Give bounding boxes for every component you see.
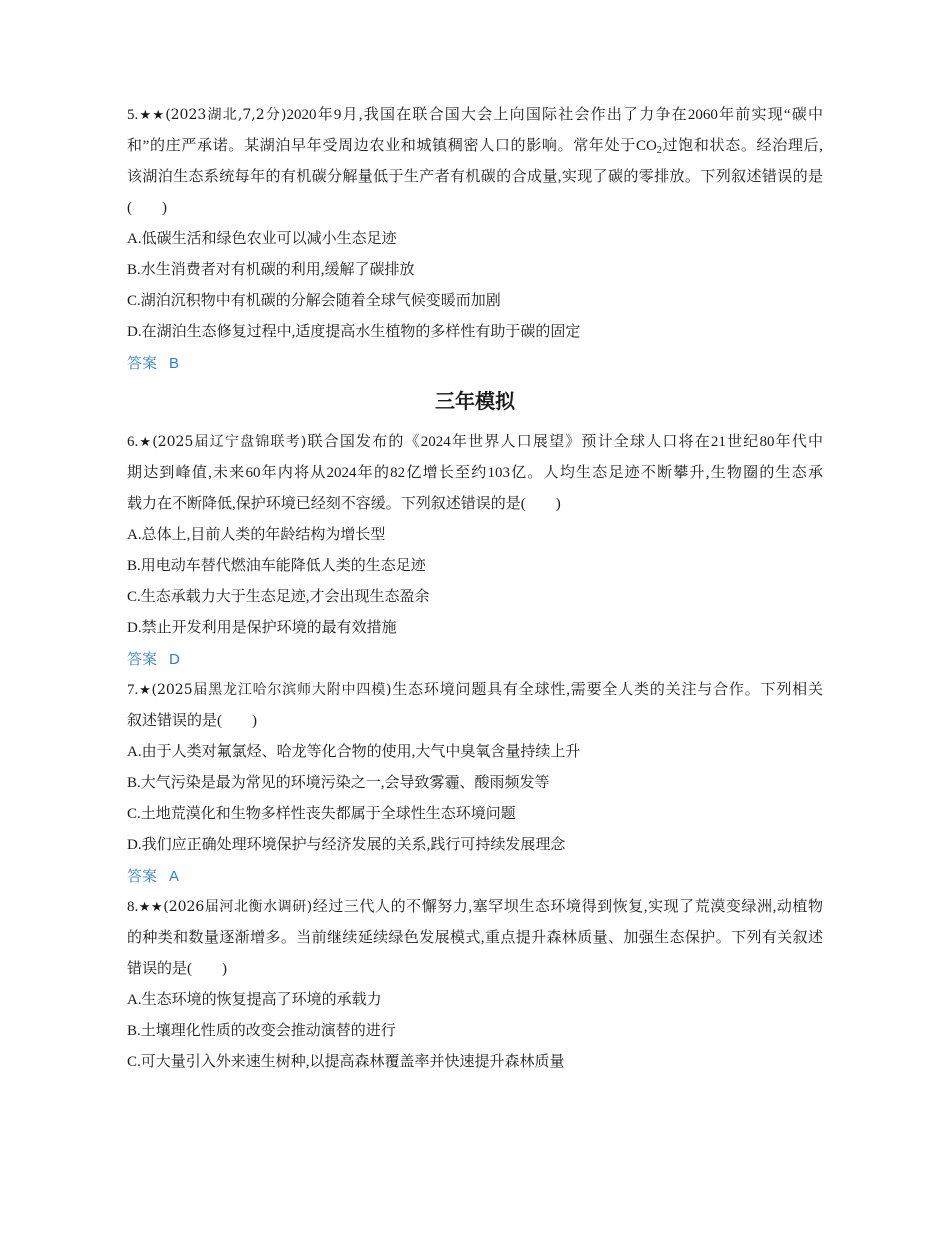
question-stem-line xyxy=(127,427,823,458)
answer-blank: ( ) xyxy=(127,200,167,216)
difficulty-stars: ★ xyxy=(138,435,153,450)
question-stem-line xyxy=(127,458,823,489)
stem-text: 的种类和数量逐渐增多。当前继续延续绿色发展模式,重点提升森林质量、加强生态保护。下列有关叙述 xyxy=(127,930,823,946)
question-stem-line xyxy=(127,162,823,193)
question-5 xyxy=(127,100,827,379)
difficulty-stars: ★★ xyxy=(138,900,164,915)
question-source: (2025届辽宁盘锦联考) xyxy=(152,434,307,450)
question-6 xyxy=(127,427,827,675)
option-b: B.土壤理化性质的改变会推动演替的进行 xyxy=(127,1023,396,1039)
question-stem-line xyxy=(127,193,827,224)
answer-line xyxy=(127,348,827,379)
question-source: (2023湖北,7,2分) xyxy=(165,107,287,123)
question-stem-line xyxy=(127,675,823,706)
stem-text: 过饱和状态。经治理后, xyxy=(661,138,823,154)
answer-label: 答案 xyxy=(127,868,158,885)
option-c: C.湖泊沉积物中有机碳的分解会随着全球气候变暖而加剧 xyxy=(127,293,501,309)
question-stem-line xyxy=(127,892,823,923)
question-number: 6. xyxy=(127,434,139,450)
question-stem-line xyxy=(127,489,827,520)
stem-text: 载力在不断降低,保护环境已经刻不容缓。下列叙述错误的是( ) xyxy=(127,496,561,512)
stem-text: 和”的庄严承诺。某湖泊早年受周边农业和城镇稠密人口的影响。常年处于CO xyxy=(127,138,657,154)
option-b: B.水生消费者对有机碳的利用,缓解了碳排放 xyxy=(127,262,415,278)
stem-text: 联合国发布的《2024年世界人口展望》预计全球人口将在21世纪80年代中 xyxy=(306,434,823,450)
answer-line xyxy=(127,644,827,675)
option-b: B.用电动车替代燃油车能降低人类的生态足迹 xyxy=(127,558,426,574)
question-8 xyxy=(127,892,827,1078)
answer-label: 答案 xyxy=(127,355,158,372)
question-source: (2025届黑龙江哈尔滨师大附中四模) xyxy=(151,682,392,698)
question-7 xyxy=(127,675,827,892)
answer-value: D xyxy=(169,651,180,668)
answer-line xyxy=(127,861,827,892)
question-number: 5. xyxy=(127,107,139,123)
option-a: A.低碳生活和绿色农业可以减小生态足迹 xyxy=(127,231,397,247)
question-stem-line xyxy=(127,131,823,162)
difficulty-stars: ★ xyxy=(138,683,152,698)
question-stem-line xyxy=(127,923,823,954)
option-d: D.我们应正确处理环境保护与经济发展的关系,践行可持续发展理念 xyxy=(127,837,566,853)
option-b: B.大气污染是最为常见的环境污染之一,会导致雾霾、酸雨频发等 xyxy=(127,775,550,791)
stem-text: 错误的是( ) xyxy=(127,961,227,977)
difficulty-stars: ★★ xyxy=(138,108,166,123)
option-a: A.总体上,目前人类的年龄结构为增长型 xyxy=(127,527,386,543)
question-number: 7. xyxy=(127,682,139,698)
question-stem-line xyxy=(127,706,827,737)
option-d: D.在湖泊生态修复过程中,适度提高水生植物的多样性有助于碳的固定 xyxy=(127,324,581,340)
stem-text: 2020年9月,我国在联合国大会上向国际社会作出了力争在2060年前实现“碳中 xyxy=(286,107,823,123)
stem-text: 叙述错误的是( ) xyxy=(127,713,257,729)
question-source: (2026届河北衡水调研) xyxy=(163,899,313,915)
option-c: C.生态承载力大于生态足迹,才会出现生态盈余 xyxy=(127,589,430,605)
question-stem-line xyxy=(127,100,823,131)
stem-text: 经过三代人的不懈努力,塞罕坝生态环境得到恢复,实现了荒漠变绿洲,动植物 xyxy=(312,899,823,915)
option-a: A.由于人类对氟氯烃、哈龙等化合物的使用,大气中臭氧含量持续上升 xyxy=(127,744,581,760)
option-a: A.生态环境的恢复提高了环境的承载力 xyxy=(127,992,382,1008)
question-number: 8. xyxy=(127,899,139,915)
document-page xyxy=(127,100,827,1078)
answer-value: A xyxy=(169,868,180,885)
stem-text: 生态环境问题具有全球性,需要全人类的关注与合作。下列相关 xyxy=(391,682,823,698)
answer-label: 答案 xyxy=(127,651,158,668)
answer-value: B xyxy=(169,355,180,372)
option-d: D.禁止开发利用是保护环境的最有效措施 xyxy=(127,620,397,636)
stem-text: 期达到峰值,未来60年内将从2024年的82亿增长至约103亿。人均生态足迹不断攀升,生物圈的生态承 xyxy=(127,465,823,481)
question-stem-line xyxy=(127,954,827,985)
section-title: 三年模拟 xyxy=(435,389,515,413)
option-c: C.土地荒漠化和生物多样性丧失都属于全球性生态环境问题 xyxy=(127,806,516,822)
subscript: 2 xyxy=(656,145,662,156)
option-c: C.可大量引入外来速生树种,以提高森林覆盖率并快速提升森林质量 xyxy=(127,1054,565,1070)
stem-text: 该湖泊生态系统每年的有机碳分解量低于生产者有机碳的合成量,实现了碳的零排放。下列叙述错误的是 xyxy=(127,169,823,185)
